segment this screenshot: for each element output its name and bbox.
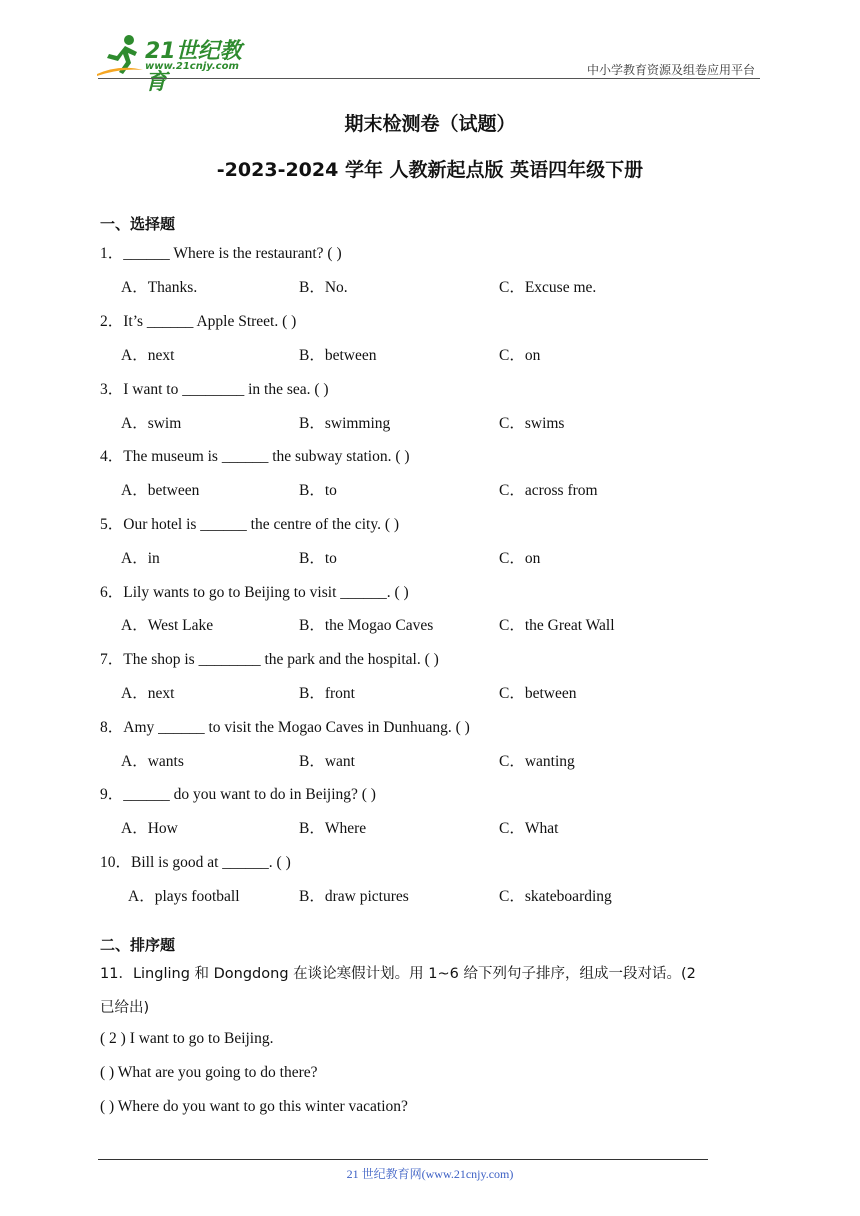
option-c: C．wanting xyxy=(499,753,575,770)
option-a: A．next xyxy=(121,347,175,364)
logo-text: 21世纪教育 xyxy=(145,39,242,95)
option-c: C．across from xyxy=(499,482,598,499)
page-title: 期末检测卷（试题） xyxy=(344,113,516,135)
option-a: A．How xyxy=(121,820,178,837)
ordering-item-2: ( ) What are you going to do there? xyxy=(100,1064,318,1081)
header-platform-text: 中小学教育资源及组卷应用平台 xyxy=(586,63,755,77)
option-c: C．skateboarding xyxy=(499,888,612,905)
footer-divider xyxy=(98,1159,708,1160)
logo xyxy=(95,34,260,95)
option-b: B．draw pictures xyxy=(299,888,409,905)
ordering-item-3: ( ) Where do you want to go this winter vacation? xyxy=(100,1098,408,1115)
option-b: B．Where xyxy=(299,820,367,837)
option-a: A．plays football xyxy=(128,888,240,905)
option-a: A．next xyxy=(121,685,175,702)
option-a: A．swim xyxy=(121,415,182,432)
option-a: A．West Lake xyxy=(121,617,214,634)
option-a: A．Thanks. xyxy=(121,279,198,296)
question-8: 8．Amy ______ to visit the Mogao Caves in Dunhuang. ( ) xyxy=(100,719,470,736)
page-header xyxy=(0,0,860,95)
option-a: A．between xyxy=(121,482,200,499)
option-b: B．swimming xyxy=(299,415,391,432)
question-7: 7．The shop is ________ the park and the hospital. ( ) xyxy=(100,651,439,668)
question-4: 4．The museum is ______ the subway station. ( ) xyxy=(100,448,410,465)
option-c: C．between xyxy=(499,685,577,702)
question-3: 3．I want to ________ in the sea. ( ) xyxy=(100,381,329,398)
logo-url: www.21cnjy.com xyxy=(145,61,239,72)
option-b: B．front xyxy=(299,685,355,702)
option-b: B．between xyxy=(299,347,377,364)
ordering-item-1: ( 2 ) I want to go to Beijing. xyxy=(100,1030,274,1047)
option-c: C．What xyxy=(499,820,559,837)
question-11-line-2: 已给出) xyxy=(100,1000,150,1016)
section-heading-ordering: 二、排序题 xyxy=(100,936,176,954)
question-6: 6．Lily wants to go to Beijing to visit ______. ( ) xyxy=(100,584,409,601)
option-c: C．the Great Wall xyxy=(499,617,615,634)
question-1: 1．______ Where is the restaurant? ( ) xyxy=(100,245,342,262)
question-5: 5．Our hotel is ______ the centre of the city. ( ) xyxy=(100,516,400,533)
page-subtitle: -2023-2024 学年 人教新起点版 英语四年级下册 xyxy=(216,159,644,181)
page-footer: 21 世纪教育网(www.21cnjy.com) xyxy=(346,1167,514,1181)
option-c: C．on xyxy=(499,347,541,364)
question-9: 9．______ do you want to do in Beijing? ( ) xyxy=(100,786,376,803)
option-a: A．in xyxy=(121,550,160,567)
option-b: B．to xyxy=(299,482,337,499)
runner-logo-icon xyxy=(95,34,145,78)
option-b: B．the Mogao Caves xyxy=(299,617,434,634)
header-divider xyxy=(98,78,760,79)
option-b: B．to xyxy=(299,550,337,567)
option-a: A．wants xyxy=(121,753,184,770)
option-b: B．No. xyxy=(299,279,348,296)
option-b: B．want xyxy=(299,753,355,770)
question-10: 10．Bill is good at ______. ( ) xyxy=(100,854,291,871)
section-heading-choice: 一、选择题 xyxy=(100,215,176,233)
question-11-line-1: 11．Lingling 和 Dongdong 在谈论寒假计划。用 1~6 给下列句子排序，组成一段对话。(2 xyxy=(100,966,696,982)
question-2: 2．It’s ______ Apple Street. ( ) xyxy=(100,313,297,330)
option-c: C．on xyxy=(499,550,541,567)
option-c: C．Excuse me. xyxy=(499,279,597,296)
option-c: C．swims xyxy=(499,415,565,432)
